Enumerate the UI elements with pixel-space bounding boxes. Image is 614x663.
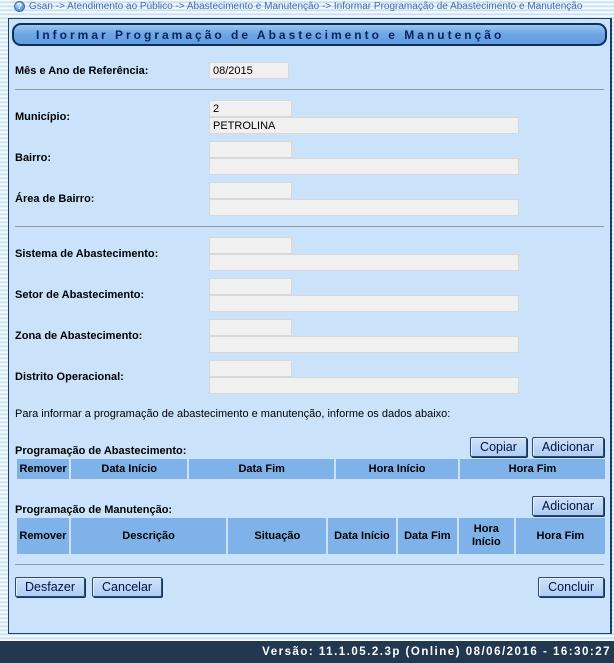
area-bairro-inputs <box>209 182 519 216</box>
field-label-bairro: Bairro: <box>15 152 52 164</box>
zona-name-input[interactable] <box>209 336 519 353</box>
distrito-code-input[interactable] <box>209 360 292 377</box>
bairro-name-input[interactable] <box>209 158 519 175</box>
copy-button[interactable]: Copiar <box>470 437 527 457</box>
setor-inputs <box>209 278 519 312</box>
field-label-zona: Zona de Abastecimento: <box>15 330 143 342</box>
maintenance-col-descricao: Descrição <box>71 518 227 554</box>
supply-col-hora-fim: Hora Fim <box>460 459 605 479</box>
zona-code-input[interactable] <box>209 319 292 336</box>
sistema-code-input[interactable] <box>209 237 292 254</box>
supply-buttons <box>470 437 604 457</box>
supply-table <box>15 459 607 479</box>
finish-button[interactable]: Concluir <box>538 577 604 597</box>
municipio-code-input[interactable] <box>209 100 292 117</box>
field-row-municipio <box>15 100 604 134</box>
field-row-sistema <box>15 237 604 271</box>
field-label-area-bairro: Área de Bairro: <box>15 193 95 205</box>
field-row-area-bairro <box>15 182 604 216</box>
supply-col-data-fim: Data Fim <box>189 459 334 479</box>
supply-col-data-inicio: Data Início <box>71 459 187 479</box>
supply-table-header-row <box>17 459 605 479</box>
bairro-code-input[interactable] <box>209 141 292 158</box>
undo-button[interactable]: Desfazer <box>15 577 85 597</box>
sistema-name-input[interactable] <box>209 254 519 271</box>
maintenance-table-header-row <box>17 518 605 554</box>
field-row-mes-ano <box>15 62 604 79</box>
sistema-inputs <box>209 237 519 271</box>
supply-section-label: Programação de Abastecimento: <box>15 445 187 457</box>
instruction-text: Para informar a programação de abastecimento e manutenção, informe os dados abaixo: <box>15 408 451 420</box>
maintenance-col-remover: Remover <box>17 518 69 554</box>
maintenance-col-hora-fim: Hora Fim <box>516 518 605 554</box>
maintenance-col-situacao: Situação <box>228 518 326 554</box>
setor-name-input[interactable] <box>209 295 519 312</box>
field-row-distrito <box>15 360 604 394</box>
divider <box>15 226 604 227</box>
breadcrumb-text: Gsan -> Atendimento ao Público -> Abastecimento e Manutenção -> Informar Programação de Abastecimento e Manutenção <box>29 1 583 12</box>
zona-inputs <box>209 319 519 353</box>
field-label-mes-ano: Mês e Ano de Referência: <box>15 64 149 77</box>
maintenance-col-hora-inicio: Hora Início <box>459 518 514 554</box>
supply-add-button[interactable]: Adicionar <box>532 437 604 457</box>
field-label-distrito: Distrito Operacional: <box>15 371 124 383</box>
version-text: Versão: 11.1.05.2.3p (Online) 08/06/2016 - 16:30:27 <box>262 646 611 658</box>
maintenance-buttons <box>532 496 604 516</box>
distrito-inputs <box>209 360 519 394</box>
field-row-setor <box>15 278 604 312</box>
action-bar <box>15 577 604 597</box>
maintenance-table <box>15 518 607 554</box>
area-bairro-code-input[interactable] <box>209 182 292 199</box>
breadcrumb <box>14 1 614 12</box>
supply-section-head <box>15 437 604 457</box>
area-bairro-name-input[interactable] <box>209 199 519 216</box>
field-label-setor: Setor de Abastecimento: <box>15 289 145 301</box>
supply-col-remover: Remover <box>17 459 69 479</box>
field-label-sistema: Sistema de Abastecimento: <box>15 248 159 260</box>
distrito-name-input[interactable] <box>209 377 519 394</box>
municipio-inputs <box>209 100 519 134</box>
cancel-button[interactable]: Cancelar <box>92 577 162 597</box>
field-label-municipio: Município: <box>15 111 70 123</box>
maintenance-add-button[interactable]: Adicionar <box>532 496 604 516</box>
divider <box>15 564 604 565</box>
divider <box>15 89 604 90</box>
maintenance-section-label: Programação de Manutenção: <box>15 504 173 516</box>
page-title: Informar Programação de Abastecimento e Manutenção <box>36 27 505 42</box>
field-row-zona <box>15 319 604 353</box>
help-icon[interactable]: ? <box>14 1 25 12</box>
bairro-inputs <box>209 141 519 175</box>
mes-ano-input[interactable] <box>209 62 289 79</box>
main-panel <box>8 18 612 634</box>
maintenance-col-data-inicio: Data Início <box>328 518 395 554</box>
setor-code-input[interactable] <box>209 278 292 295</box>
maintenance-section-head <box>15 496 604 516</box>
maintenance-col-data-fim: Data Fim <box>398 518 457 554</box>
field-row-bairro <box>15 141 604 175</box>
supply-col-hora-inicio: Hora Início <box>336 459 458 479</box>
version-footer <box>0 641 614 663</box>
municipio-name-input[interactable] <box>209 117 519 134</box>
page-title-bar <box>12 23 607 46</box>
